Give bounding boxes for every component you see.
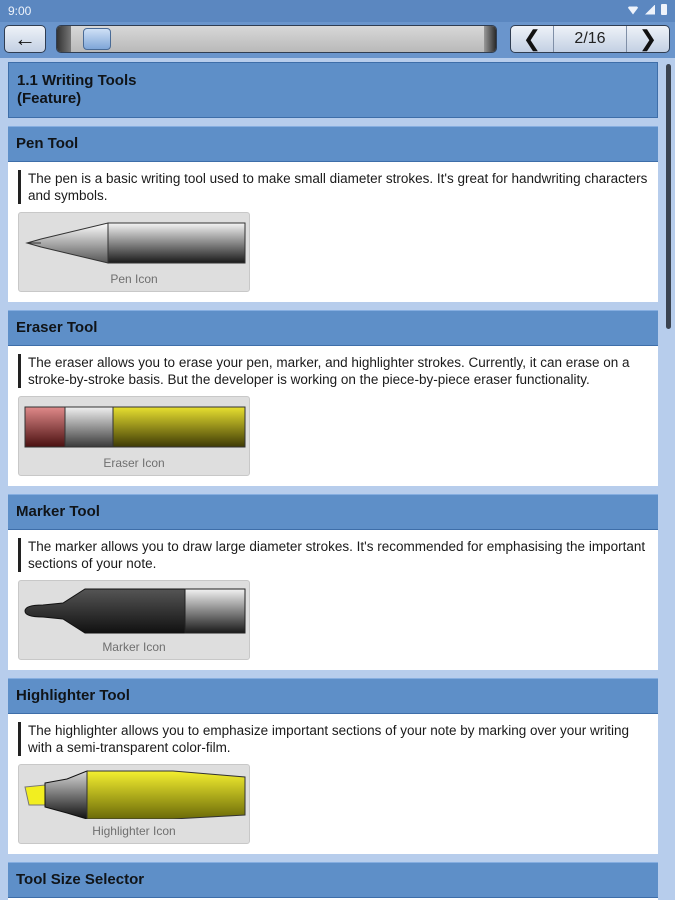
toolbar — [0, 22, 675, 58]
signal-icon — [645, 5, 655, 15]
arrow-left-icon: ← — [14, 26, 36, 51]
pen-icon — [23, 217, 247, 267]
figure-caption: Pen Icon — [110, 272, 158, 286]
section-description: The marker allows you to draw large diameter strokes. It's recommended for emphasising the important sections of your note. — [18, 538, 648, 572]
section-pen-tool — [8, 126, 658, 302]
section-title: Pen Tool — [8, 126, 658, 162]
slider-left-cap — [57, 26, 71, 52]
prev-page-button[interactable] — [511, 26, 553, 52]
section-title: Eraser Tool — [8, 310, 658, 346]
figure-caption: Eraser Icon — [103, 456, 165, 470]
section-marker-tool — [8, 494, 658, 670]
section-eraser-tool — [8, 310, 658, 486]
status-time: 9:00 — [8, 4, 32, 18]
highlighter-icon — [23, 769, 247, 819]
chapter-title: 1.1 Writing Tools (Feature) — [8, 62, 658, 118]
highlighter-figure — [18, 764, 250, 844]
status-bar — [0, 0, 675, 22]
section-body — [8, 530, 658, 670]
chevron-right-icon: ❯ — [638, 26, 658, 51]
marker-icon — [23, 585, 247, 635]
section-description: The eraser allows you to erase your pen, marker, and highlighter strokes. Currently, it can erase on a stroke-by-stroke basis. But the developer is working on the piece-by-piece eraser functionality. — [18, 354, 648, 388]
slider-right-cap — [484, 26, 496, 52]
section-title: Tool Size Selector — [8, 862, 658, 898]
section-body — [8, 162, 658, 302]
section-title: Highlighter Tool — [8, 678, 658, 714]
section-description: The highlighter allows you to emphasize important sections of your note by marking over your writing with a semi-transparent color-film. — [18, 722, 648, 756]
content-scrollbar[interactable] — [666, 64, 671, 329]
figure-caption: Highlighter Icon — [92, 824, 176, 838]
slider-thumb[interactable] — [83, 28, 111, 50]
status-icons — [627, 4, 667, 15]
page-indicator: 2/16 — [553, 26, 627, 52]
pager — [510, 25, 670, 53]
next-page-button[interactable] — [627, 26, 669, 52]
section-title: Marker Tool — [8, 494, 658, 530]
eraser-icon — [23, 401, 247, 451]
chevron-left-icon: ❮ — [522, 26, 542, 51]
pen-figure — [18, 212, 250, 292]
section-body — [8, 714, 658, 854]
marker-figure — [18, 580, 250, 660]
content-scroll[interactable] — [8, 62, 658, 900]
wifi-icon — [627, 5, 639, 15]
section-body — [8, 346, 658, 486]
battery-icon — [661, 4, 667, 15]
eraser-figure — [18, 396, 250, 476]
section-description: The pen is a basic writing tool used to make small diameter strokes. It's great for handwriting characters and symbols. — [18, 170, 648, 204]
back-button[interactable] — [4, 25, 46, 53]
figure-caption: Marker Icon — [102, 640, 166, 654]
section-highlighter-tool — [8, 678, 658, 854]
section-tool-size-selector — [8, 862, 658, 900]
page-progress-slider[interactable] — [56, 25, 497, 53]
